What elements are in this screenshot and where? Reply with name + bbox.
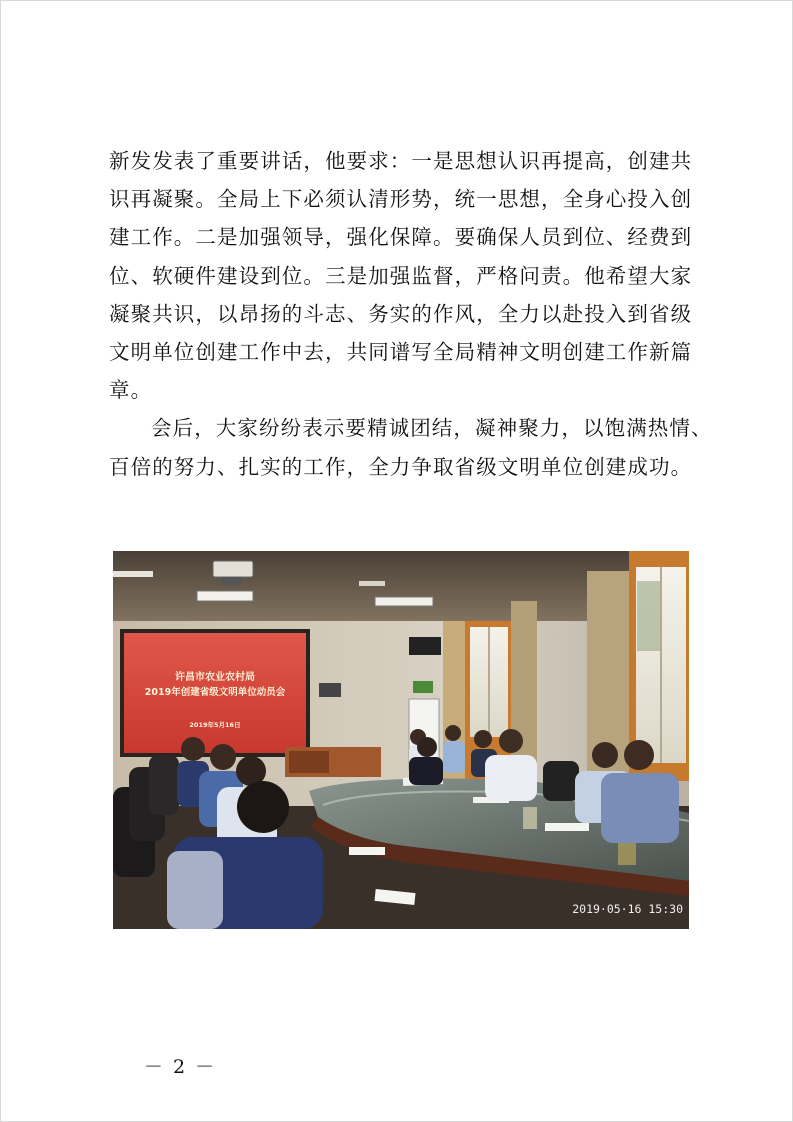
page-number: － 2 －: [143, 1056, 217, 1078]
screen-title-line2: 2019年创建省级文明单位动员会: [144, 687, 286, 698]
photo-timestamp: 2019·05·16 15:30: [572, 902, 683, 916]
text-line: 会后，大家纷纷表示要精诚团结，凝神聚力，以饱满热情、: [151, 416, 713, 441]
text-line: 文明单位创建工作中去，共同谱写全局精神文明创建工作新篇: [109, 340, 693, 365]
text-line: 建工作。二是加强领导，强化保障。要确保人员到位、经费到: [109, 225, 693, 250]
text-line: 章。: [109, 378, 153, 403]
text-line: 百倍的努力、扎实的工作，全力争取省级文明单位创建成功。: [109, 454, 693, 479]
meeting-photo-illustration: [113, 551, 689, 929]
meeting-photo: [113, 551, 689, 929]
text-line: 位、软硬件建设到位。三是加强监督，严格问责。他希望大家: [109, 263, 693, 288]
body-text: [109, 142, 713, 486]
text-line: 新发发表了重要讲话，他要求：一是思想认识再提高，创建共: [109, 149, 693, 173]
text-line: 凝聚共识，以昂扬的斗志、务实的作风，全力以赴投入到省级: [109, 301, 693, 326]
screen-date: 2019年5月16日: [189, 721, 241, 729]
text-line: 识再凝聚。全局上下必须认清形势，统一思想，全身心投入创: [109, 187, 693, 212]
screen-title-line1: 许昌市农业农村局: [175, 672, 255, 683]
